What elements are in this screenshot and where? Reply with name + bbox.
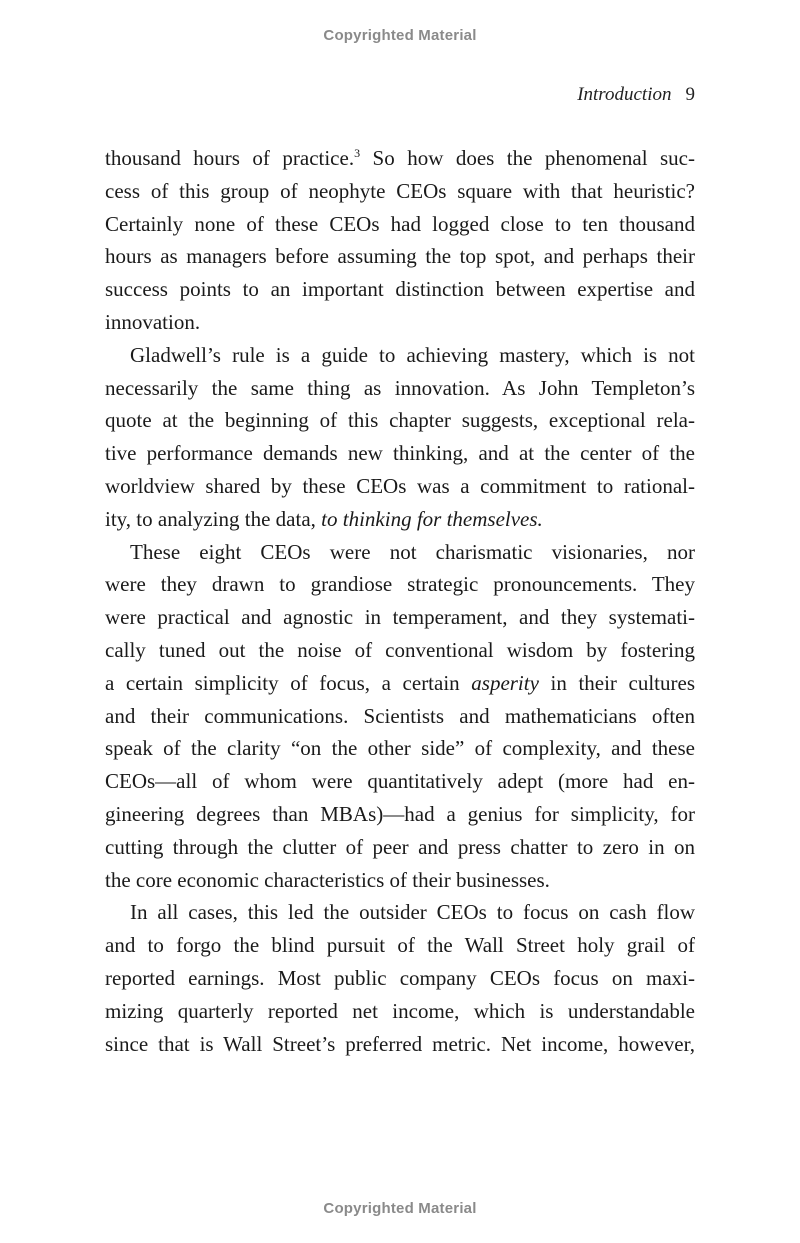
text-segment: were they drawn to grandiose strategic pronouncements. They — [105, 572, 695, 597]
text-line — [105, 175, 695, 208]
text-segment: worldview shared by these CEOs was a commitment to rational- — [105, 473, 695, 498]
text-line — [105, 929, 695, 962]
text-line — [105, 536, 695, 569]
running-header — [577, 84, 695, 106]
paragraph — [105, 339, 695, 536]
text-line — [105, 732, 695, 765]
text-line — [105, 339, 695, 372]
text-segment: mizing quarterly reported net income, which is understandable — [105, 998, 695, 1023]
text-line — [105, 273, 695, 306]
text-line — [105, 503, 695, 536]
text-line — [105, 831, 695, 864]
text-line — [105, 765, 695, 798]
text-segment: were practical and agnostic in temperament, and they systemati- — [105, 605, 695, 630]
body-text — [105, 142, 695, 1060]
text-segment: Gladwell’s rule is a guide to achieving mastery, which is not — [130, 342, 695, 367]
text-segment: cess of this group of neophyte CEOs square with that heuristic? — [105, 178, 695, 203]
text-segment: innovation. — [105, 309, 201, 334]
text-line — [105, 372, 695, 405]
text-segment: the core economic characteristics of their businesses. — [105, 867, 550, 892]
text-segment: speak of the clarity “on the other side” of complexity, and these — [105, 736, 695, 761]
text-line — [105, 798, 695, 831]
text-segment: These eight CEOs were not charismatic visionaries, nor — [130, 539, 695, 564]
italic-text: asperity — [471, 670, 539, 695]
text-segment: ity, to analyzing the data, — [105, 506, 322, 531]
text-line — [105, 142, 695, 175]
text-segment: So how does the phenomenal suc- — [360, 146, 695, 170]
text-segment: CEOs—all of whom were quantitatively adept (more had en- — [105, 769, 695, 794]
text-line — [105, 995, 695, 1028]
text-line — [105, 306, 695, 339]
text-segment: In all cases, this led the outsider CEOs to focus on cash flow — [130, 900, 695, 925]
text-segment: success points to an important distinction between expertise and — [105, 277, 695, 302]
text-line — [105, 896, 695, 929]
text-line — [105, 962, 695, 995]
paragraph — [105, 142, 695, 339]
text-segment: in their cultures — [538, 670, 695, 695]
paragraph — [105, 536, 695, 897]
text-segment: cutting through the clutter of peer and press chatter to zero in on — [105, 834, 695, 859]
text-segment: tive performance demands new thinking, and at the center of the — [105, 441, 695, 466]
copyright-watermark-top: Copyrighted Material — [323, 27, 477, 44]
text-line — [105, 864, 695, 897]
text-line — [105, 437, 695, 470]
chapter-title: Introduction — [577, 84, 672, 105]
text-line — [105, 240, 695, 273]
text-segment: reported earnings. Most public company CEOs focus on maxi- — [105, 965, 695, 990]
text-line — [105, 470, 695, 503]
text-line — [105, 568, 695, 601]
text-segment: hours as managers before assuming the top spot, and perhaps their — [105, 244, 695, 269]
text-line — [105, 700, 695, 733]
italic-text: to thinking for themselves. — [321, 506, 543, 531]
footnote-ref: 3 — [354, 146, 361, 160]
text-line — [105, 601, 695, 634]
paragraph — [105, 896, 695, 1060]
text-line — [105, 634, 695, 667]
text-segment: necessarily the same thing as innovation. As John Templeton’s — [105, 375, 695, 400]
text-segment: Certainly none of these CEOs had logged close to ten thousand — [105, 211, 695, 236]
text-line — [105, 1028, 695, 1061]
text-line — [105, 667, 695, 700]
text-segment: gineering degrees than MBAs)—had a genius for simplicity, for — [105, 801, 695, 826]
text-line — [105, 208, 695, 241]
text-segment: and their communications. Scientists and mathematicians often — [105, 703, 695, 728]
text-segment: thousand hours of practice. — [105, 146, 355, 170]
copyright-watermark-bottom: Copyrighted Material — [323, 1200, 477, 1217]
text-segment: cally tuned out the noise of conventional wisdom by fostering — [105, 637, 695, 662]
text-segment: and to forgo the blind pursuit of the Wall Street holy grail of — [105, 933, 695, 958]
text-segment: since that is Wall Street’s preferred metric. Net income, however, — [105, 1031, 695, 1056]
page-number: 9 — [685, 84, 695, 105]
text-segment: a certain simplicity of focus, a certain — [105, 670, 472, 695]
text-segment: quote at the beginning of this chapter suggests, exceptional rela- — [105, 408, 695, 433]
text-line — [105, 404, 695, 437]
